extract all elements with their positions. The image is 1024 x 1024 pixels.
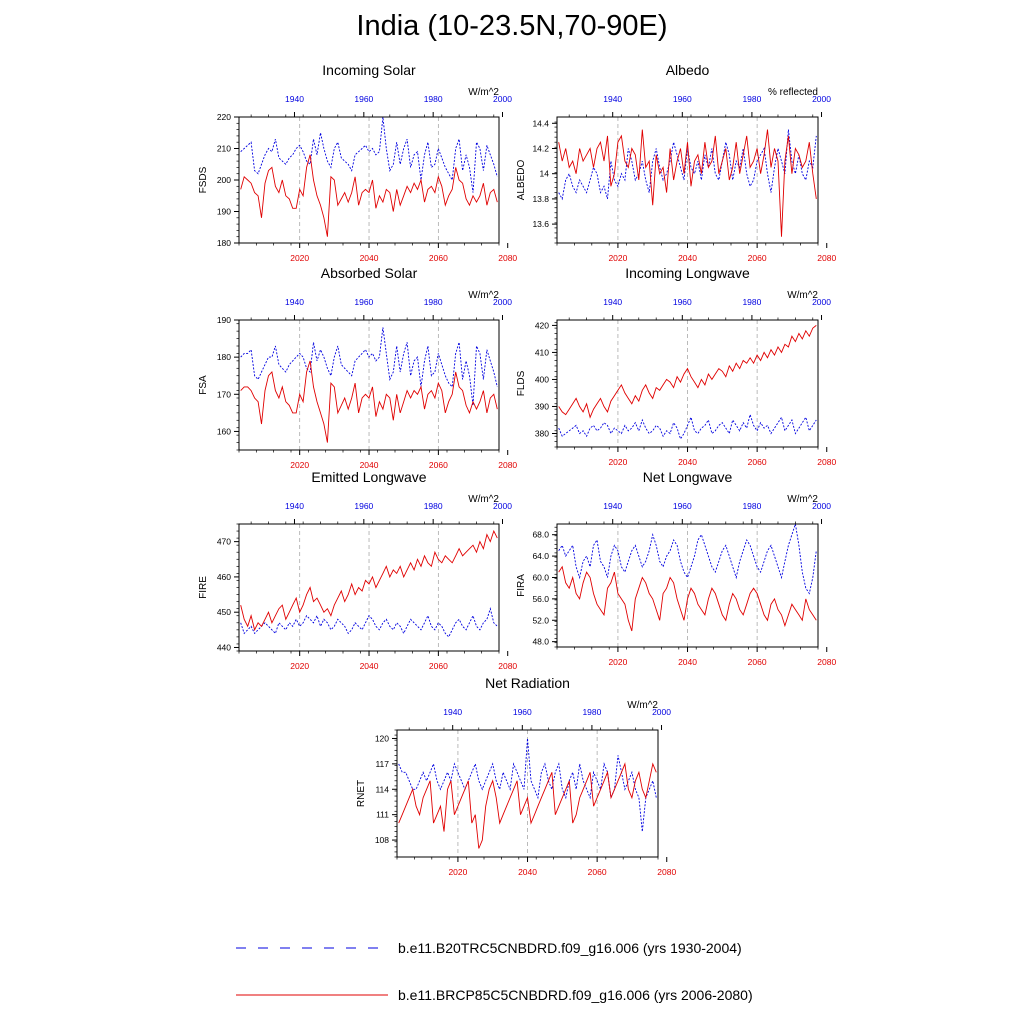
y-tick-label: 64.0 <box>532 551 549 562</box>
panel-fira <box>516 469 836 667</box>
y-tick-label: 190 <box>216 315 231 325</box>
x-bottom-tick-label: 2040 <box>359 661 379 671</box>
x-bottom-tick-label: 2080 <box>657 867 677 877</box>
y-axis-label: FIRE <box>198 576 209 599</box>
x-top-tick-label: 2000 <box>652 707 671 717</box>
y-tick-label: 13.8 <box>532 193 549 204</box>
x-top-tick-label: 1960 <box>672 297 692 307</box>
y-tick-label: 200 <box>216 175 231 185</box>
y-tick-label: 420 <box>534 320 549 331</box>
x-bottom-tick-label: 2020 <box>290 460 310 470</box>
x-top-tick-label: 1980 <box>742 501 762 511</box>
y-tick-label: 114 <box>375 784 389 795</box>
x-top-tick-label: 1940 <box>603 94 623 104</box>
panel-fire <box>198 469 517 671</box>
panel-flds <box>516 265 836 467</box>
x-bottom-tick-label: 2080 <box>498 460 518 470</box>
x-bottom-tick-label: 2020 <box>448 867 468 877</box>
x-bottom-tick-label: 2060 <box>747 657 767 667</box>
y-tick-label: 380 <box>534 428 549 439</box>
panel-title: Albedo <box>665 62 710 78</box>
panel-title: Net Longwave <box>642 469 733 485</box>
x-bottom-tick-label: 2080 <box>498 661 518 671</box>
panel-fsds <box>198 62 517 263</box>
x-top-tick-label: 1940 <box>603 501 623 511</box>
x-top-tick-label: 2000 <box>812 94 831 104</box>
y-tick-label: 460 <box>216 571 231 582</box>
legend <box>236 940 753 1003</box>
y-tick-label: 56.0 <box>532 593 549 604</box>
units-label: W/m^2 <box>468 290 499 301</box>
x-bottom-tick-label: 2060 <box>747 457 767 467</box>
x-top-tick-label: 1980 <box>423 501 443 511</box>
x-bottom-tick-label: 2020 <box>608 657 628 667</box>
y-tick-label: 180 <box>216 238 231 248</box>
y-axis-label: FIRA <box>516 574 527 597</box>
y-tick-label: 60.0 <box>532 572 549 583</box>
x-top-tick-label: 1980 <box>742 94 762 104</box>
x-top-tick-label: 1940 <box>285 501 304 511</box>
y-tick-label: 390 <box>534 401 549 412</box>
x-bottom-tick-label: 2020 <box>290 661 310 671</box>
y-tick-label: 220 <box>216 112 231 122</box>
rcp85-series-line <box>241 361 498 443</box>
y-tick-label: 160 <box>216 426 231 437</box>
y-tick-label: 108 <box>374 835 389 846</box>
panel-title: Incoming Longwave <box>625 265 750 281</box>
panel-title: Incoming Solar <box>322 62 416 78</box>
legend-label: b.e11.B20TRC5CNBDRD.f09_g16.006 (yrs 1930-2004) <box>398 940 742 956</box>
x-top-tick-label: 1980 <box>742 297 762 307</box>
page-title: India (10-23.5N,70-90E) <box>356 10 668 42</box>
plot-frame <box>557 524 818 647</box>
x-top-tick-label: 2000 <box>493 94 512 104</box>
y-tick-label: 14.2 <box>532 143 549 154</box>
x-top-tick-label: 1940 <box>285 297 304 307</box>
x-bottom-tick-label: 2060 <box>428 253 448 263</box>
x-bottom-tick-label: 2040 <box>678 657 697 667</box>
units-label: % reflected <box>767 87 818 98</box>
y-tick-label: 13.6 <box>532 219 549 230</box>
x-top-tick-label: 1980 <box>423 297 443 307</box>
x-top-tick-label: 2000 <box>493 297 512 307</box>
panel-rnet <box>356 675 676 877</box>
units-label: W/m^2 <box>627 700 658 711</box>
y-tick-label: 410 <box>534 347 549 358</box>
x-top-tick-label: 1940 <box>603 297 623 307</box>
y-axis-label: FLDS <box>516 370 527 397</box>
y-tick-label: 190 <box>216 206 231 217</box>
y-axis-label: FSDS <box>198 166 209 194</box>
y-tick-label: 120 <box>374 733 389 744</box>
panel-title: Net Radiation <box>485 675 570 691</box>
x-top-tick-label: 2000 <box>493 501 512 511</box>
x-bottom-tick-label: 2060 <box>428 460 448 470</box>
y-tick-label: 180 <box>216 352 231 363</box>
y-tick-label: 14 <box>539 168 549 179</box>
x-bottom-tick-label: 2020 <box>608 457 628 467</box>
x-top-tick-label: 1960 <box>354 94 374 104</box>
x-top-tick-label: 1980 <box>582 707 602 717</box>
x-bottom-tick-label: 2060 <box>428 661 448 671</box>
x-top-tick-label: 1960 <box>672 501 692 511</box>
y-tick-label: 48.0 <box>532 636 549 647</box>
y-tick-label: 210 <box>216 143 231 154</box>
x-top-tick-label: 1980 <box>423 94 443 104</box>
x-top-tick-label: 2000 <box>812 501 831 511</box>
y-tick-label: 470 <box>216 536 231 547</box>
x-bottom-tick-label: 2060 <box>747 253 767 263</box>
y-tick-label: 440 <box>216 642 231 653</box>
x-top-tick-label: 1960 <box>354 297 374 307</box>
x-top-tick-label: 1940 <box>285 94 304 104</box>
x-top-tick-label: 1940 <box>443 707 463 717</box>
units-label: W/m^2 <box>468 87 499 98</box>
y-axis-label: RNET <box>356 779 367 808</box>
y-tick-label: 117 <box>375 758 389 769</box>
x-bottom-tick-label: 2080 <box>817 457 837 467</box>
y-tick-label: 450 <box>216 607 231 618</box>
y-tick-label: 52.0 <box>532 615 549 626</box>
x-bottom-tick-label: 2040 <box>518 867 537 877</box>
panel-albedo <box>516 62 836 263</box>
x-top-tick-label: 1960 <box>672 94 692 104</box>
x-bottom-tick-label: 2040 <box>359 460 379 470</box>
legend-label: b.e11.BRCP85C5CNBDRD.f09_g16.006 (yrs 2006-2080) <box>398 987 753 1003</box>
y-tick-label: 111 <box>376 809 389 820</box>
panel-title: Emitted Longwave <box>311 469 427 485</box>
x-bottom-tick-label: 2020 <box>608 253 628 263</box>
y-axis-label: FSA <box>198 375 209 395</box>
x-top-tick-label: 2000 <box>812 297 831 307</box>
x-bottom-tick-label: 2040 <box>678 253 697 263</box>
y-tick-label: 170 <box>216 389 231 400</box>
x-top-tick-label: 1960 <box>512 707 532 717</box>
x-top-tick-label: 1960 <box>354 501 374 511</box>
x-bottom-tick-label: 2040 <box>678 457 697 467</box>
panel-fsa <box>198 265 517 470</box>
x-bottom-tick-label: 2020 <box>290 253 310 263</box>
units-label: W/m^2 <box>468 494 499 505</box>
y-tick-label: 400 <box>534 374 549 385</box>
x-bottom-tick-label: 2060 <box>587 867 607 877</box>
panel-title: Absorbed Solar <box>320 265 418 281</box>
x-bottom-tick-label: 2080 <box>817 657 837 667</box>
units-label: W/m^2 <box>787 290 818 301</box>
x-bottom-tick-label: 2080 <box>498 253 518 263</box>
x-bottom-tick-label: 2080 <box>817 253 837 263</box>
y-axis-label: ALBEDO <box>516 159 527 201</box>
y-tick-label: 14.4 <box>532 118 549 129</box>
y-tick-label: 68.0 <box>532 529 549 540</box>
x-bottom-tick-label: 2040 <box>359 253 379 263</box>
units-label: W/m^2 <box>787 494 818 505</box>
